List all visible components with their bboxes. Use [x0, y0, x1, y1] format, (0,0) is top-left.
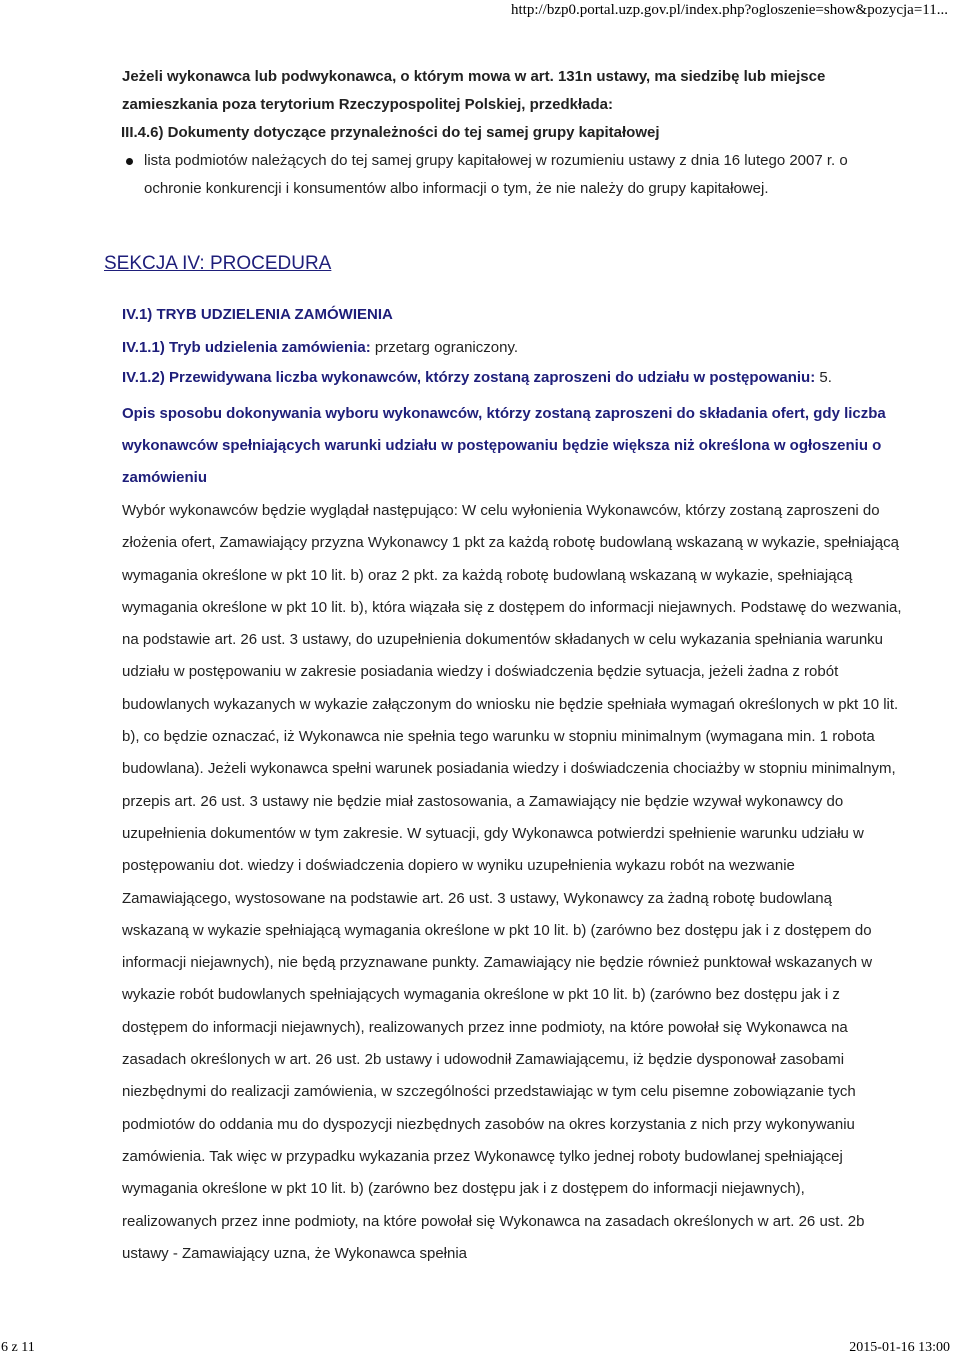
list-item: [112, 147, 902, 203]
intro-block: [122, 63, 902, 203]
item-III-4-6: III.4.6) Dokumenty dotyczące przynależności do tej samej grupy kapitałowej: [121, 124, 660, 141]
iv11-value: przetarg ograniczony.: [370, 339, 519, 356]
iv12-label: IV.1.2) Przewidywana liczba wykonawców, którzy zostaną zaproszeni do udziału w postępowaniu:: [122, 369, 816, 386]
iv12-row: [122, 368, 902, 388]
print-datetime: 2015-01-16 13:00: [849, 1340, 950, 1355]
iv11-label: IV.1.1) Tryb udzielenia zamówienia:: [122, 339, 371, 356]
section-title: SEKCJA IV: PROCEDURA: [104, 253, 332, 274]
bullet-text: lista podmiotów należących do tej samej grupy kapitałowej w rozumieniu ustawy z dnia 16 lutego 2007 r. o ochronie konkurencji i konsumentów albo informacji o tym, że nie należy do grupy kapitałowej.: [144, 152, 848, 197]
iv12-value: 5.: [815, 369, 832, 386]
page-number: 6 z 11: [1, 1340, 35, 1355]
iv1-title: IV.1) TRYB UDZIELENIA ZAMÓWIENIA: [122, 306, 393, 323]
intro-lead: Jeżeli wykonawca lub podwykonawca, o którym mowa w art. 131n ustawy, ma siedzibę lub miejsce zamieszkania poza terytorium Rzeczypospolitej Polskiej, przedkłada:: [122, 68, 826, 113]
print-header-url: http://bzp0.portal.uzp.gov.pl/index.php?ogloszenie=show&pozycja=11...: [511, 2, 948, 18]
iv11-row: [122, 338, 902, 358]
opis-label: Opis sposobu dokonywania wyboru wykonawców, którzy zostaną zaproszeni do składania ofert, gdy liczba wykonawców spełniających warunki udziału w postępowaniu będzie większa niż określona w ogłoszeniu o zamówieniu: [122, 405, 886, 486]
print-footer: [0, 1340, 960, 1357]
bullet-list: [112, 147, 902, 203]
opis-text: Wybór wykonawców będzie wyglądał następująco: W celu wyłonienia Wykonawców, którzy zostaną zaproszeni do złożenia ofert, Zamawiający przyzna Wykonawcy 1 pkt za każdą robotę budowlaną wskazaną w wykazie, spełniającą wymagania określone w pkt 10 lit. b) oraz 2 pkt. za każdą robotę budowlaną wskazaną w wykazie, spełniającą wymagania określone w pkt 10 lit. b), która wiązała się z dostępem do informacji niejawnych. Podstawę do wezwania, na podstawie art. 26 ust. 3 ustawy, do uzupełnienia dokumentów składanych w celu wykazania spełniania warunku udziału w postępowaniu w zakresie posiadania wiedzy i doświadczenia będzie sytuacja, jeżeli żadna z robót budowlanych wykazanych w wykazie załączonym do wniosku nie będzie spełniała wymagań określonych w pkt 10 lit. b), co będzie oznaczać, iż Wykonawca nie spełnia tego warunku w stopniu minimalnym (wymagana min. 1 robota budowlana). Jeżeli wykonawca spełni warunek posiadania wiedzy i doświadczenia chociażby w stopniu minimalnym, przepis art. 26 ust. 3 ustawy nie będzie miał zastosowania, a Zamawiający nie będzie wzywał wykonawcy do uzupełnienia dokumentów w tym zakresie. W sytuacji, gdy Wykonawca potwierdzi spełnienie warunku udziału w postępowaniu dot. wiedzy i doświadczenia dopiero w wyniku uzupełnienia wykazu robót na wezwanie Zamawiającego, wystosowane na podstawie art. 26 ust. 3 ustawy, Wykonawcy za żadną robotę budowlaną wskazaną w wykazie spełniającą wymagania określone w pkt 10 lit. b) (zarówno bez dostępu jak i z dostępem do informacji niejawnych), nie będą przyznawane punkty. Zamawiający nie będzie również punktował wskazanych w wykazie robót budowlanych spełniających wymagania określone w pkt 10 lit. b) (zarówno bez dostępu jak i z dostępem do informacji niejawnych), realizowanych przez inne podmioty, na które powołał się Wykonawca na zasadach określonych w art. 26 ust. 2b ustawy i udowodnił Zamawiającemu, iż będzie dysponował zasobami niezbędnymi do realizacji zamówienia, w szczególności przedstawiając w tym celu pisemne zobowiązanie tych podmiotów do oddania mu do dyspozycji niezbędnych zasobów na okres korzystania z nich przy wykonywaniu zamówienia. Tak więc w przypadku wykazania przez Wykonawcę tylko jednej roboty budowlanej spełniającej wymagania określone w pkt 10 lit. b) (zarówno bez dostępu jak i z dostępem do informacji niejawnych), realizowanych przez inne podmioty, na które powołał się Wykonawca na zasadach określonych w art. 26 ust. 2b ustawy - Zamawiający uzna, że Wykonawca spełnia: [122, 502, 902, 1262]
